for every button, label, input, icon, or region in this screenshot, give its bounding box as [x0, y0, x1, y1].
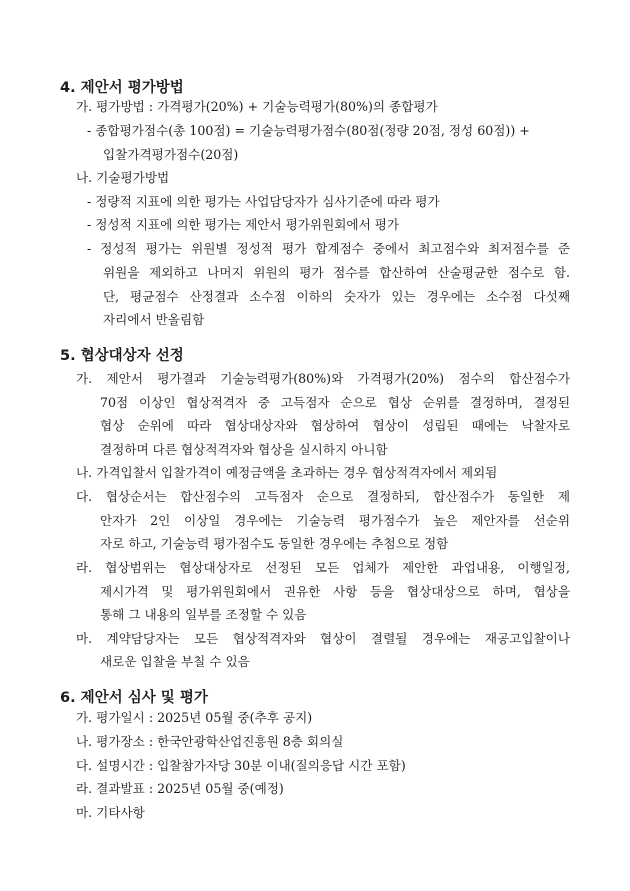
section-4-line: 위원을 제외하고 나머지 위원의 평가 점수를 합산하여 산술평균한 점수로 함. — [103, 265, 570, 280]
section-4-line: 가. 평가방법 : 가격평가(20%) + 기술능력평가(80%)의 종합평가 — [76, 99, 438, 114]
section-6-line: 다. 설명시간 : 입찰참가자당 30분 이내(질의응답 시간 포함) — [76, 758, 406, 773]
section-5-line: 라. 협상범위는 협상대상자로 선정된 모든 업체가 제안한 과업내용, 이행일정, — [76, 560, 570, 575]
section-4-heading: 4. 제안서 평가방법 — [60, 80, 184, 96]
section-4-line: - 정성적 지표에 의한 평가는 제안서 평가위원회에서 평가 — [87, 217, 400, 232]
section-5-line: 새로운 입찰을 부칠 수 있음 — [100, 654, 250, 669]
section-6-line: 가. 평가일시 : 2025년 05월 중(추후 공지) — [76, 710, 313, 725]
section-6-heading: 6. 제안서 심사 및 평가 — [60, 690, 208, 706]
section-5-heading: 5. 협상대상자 선정 — [60, 348, 184, 364]
section-4-line: 입찰가격평가점수(20점) — [103, 147, 239, 162]
section-5-line: 협상 순위에 따라 협상대상자와 협상하여 협상이 성립된 때에는 낙찰자로 — [100, 418, 570, 433]
section-4-line: - 정성적 평가는 위원별 정성적 평가 합계점수 중에서 최고점수와 최저점수를 준 — [87, 241, 570, 256]
section-5-line: 통해 그 내용의 일부를 조정할 수 있음 — [100, 607, 307, 622]
section-4-line: 단, 평균점수 산정결과 소수점 이하의 숫자가 있는 경우에는 소수점 다섯째 — [103, 289, 570, 304]
section-6-line: 나. 평가장소 : 한국안광학산업진흥원 8층 회의실 — [76, 734, 344, 749]
section-6-line: 마. 기타사항 — [76, 805, 145, 820]
section-5-line: 다. 협상순서는 합산점수의 고득점자 순으로 결정하되, 합산점수가 동일한 제 — [76, 489, 570, 504]
section-5-line: 마. 계약담당자는 모든 협상적격자와 협상이 결렬될 경우에는 재공고입찰이나 — [76, 631, 570, 646]
section-6-line: 라. 결과발표 : 2025년 05월 중(예정) — [76, 781, 284, 796]
section-4-line: 나. 기술평가방법 — [76, 170, 170, 185]
section-4-line: - 정량적 지표에 의한 평가는 사업담당자가 심사기준에 따라 평가 — [87, 194, 440, 209]
section-5-line: 제시가격 및 평가위원회에서 권유한 사항 등을 협상대상으로 하며, 협상을 — [100, 584, 570, 599]
section-5-line: 자로 하고, 기술능력 평가점수도 동일한 경우에는 추첨으로 정함 — [100, 536, 449, 551]
section-4-line: - 종합평가점수(총 100점) = 기술능력평가점수(80점(정량 20점, 정성 60점)) + — [87, 123, 530, 138]
section-5-line: 결정하며 다른 협상적격자와 협상을 실시하지 아니함 — [100, 442, 388, 457]
section-4-line: 자리에서 반올림함 — [103, 312, 205, 327]
section-5-line: 안자가 2인 이상일 경우에는 기술능력 평가점수가 높은 제안자를 선순위 — [100, 513, 570, 528]
section-5-line: 나. 가격입찰서 입찰가격이 예정금액을 초과하는 경우 협상적격자에서 제외됨 — [76, 465, 498, 480]
section-5-line: 가. 제안서 평가결과 기술능력평가(80%)와 가격평가(20%) 점수의 합산점수가 — [76, 371, 570, 386]
section-5-line: 70점 이상인 협상적격자 중 고득점자 순으로 협상 순위를 결정하며, 결정된 — [100, 395, 570, 410]
